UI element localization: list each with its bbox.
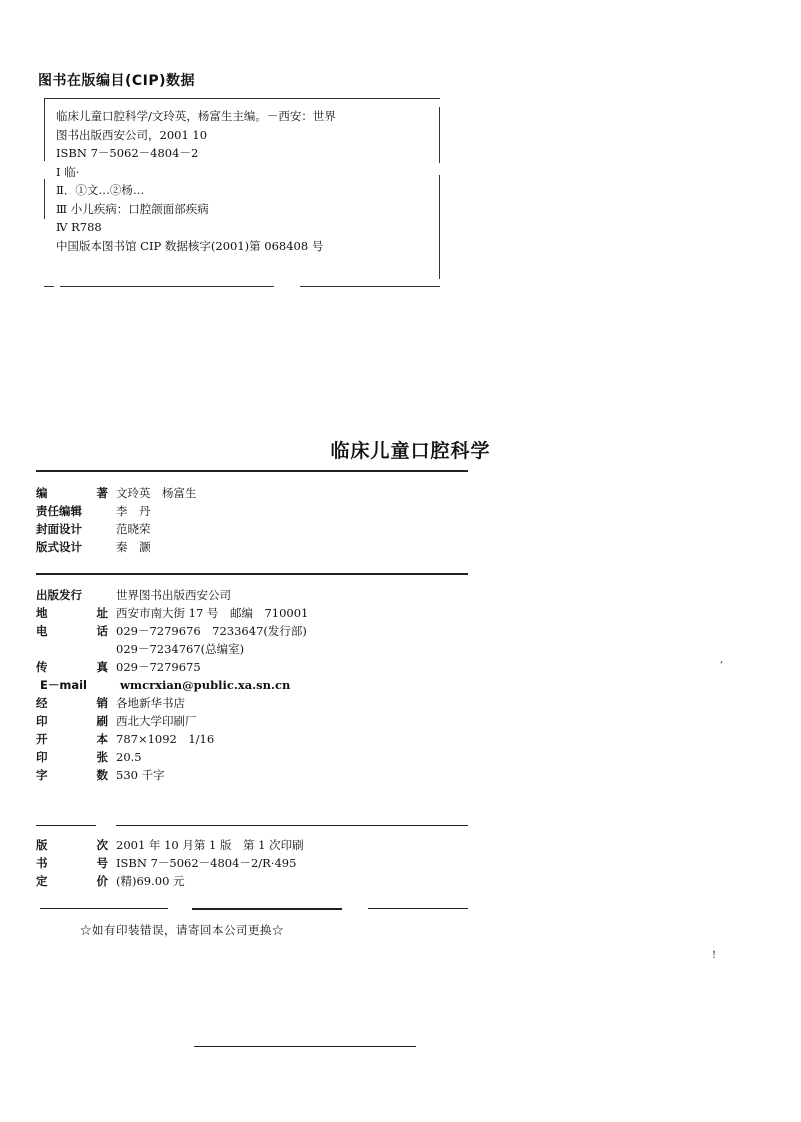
credit-row-fax: 传 真 029－7279675: [36, 660, 201, 674]
section-rule: [192, 908, 342, 910]
credit-row-cover-design: 封面设计 范晓荣: [36, 522, 151, 536]
credit-row-editor: 责任编辑 李 丹: [36, 504, 151, 518]
box-border: [44, 179, 45, 219]
cip-line-subject-4: Ⅳ R788: [56, 220, 102, 234]
cip-line-isbn: ISBN 7－5062－4804－2: [56, 146, 199, 160]
credit-row-sheets: 印 张 20.5: [36, 750, 142, 764]
box-border: [44, 286, 54, 287]
box-border: [439, 107, 440, 163]
credit-row-edition: 版 次 2001 年 10 月第 1 版 第 1 次印刷: [36, 838, 304, 852]
box-border: [439, 175, 440, 279]
credits-staff: [36, 484, 197, 556]
section-rule: [36, 573, 468, 575]
cip-heading: 图书在版编目(CIP)数据: [38, 73, 196, 89]
credit-row-distributor: 经 销 各地新华书店: [36, 696, 185, 710]
scan-speck: !: [712, 950, 717, 961]
section-rule: [40, 908, 168, 909]
credits-publish: [36, 586, 308, 784]
section-rule: [116, 825, 468, 826]
scan-speck: ,: [720, 654, 724, 665]
cip-line-subject-2: Ⅱ．①文…②杨…: [56, 183, 145, 197]
box-border: [300, 286, 440, 287]
bottom-rule: [194, 1046, 416, 1047]
credit-row-word-count: 字 数 530 千字: [36, 768, 165, 782]
cip-data-box: [44, 98, 440, 287]
cip-line-publisher: 图书出版西安公司，2001 10: [56, 127, 208, 142]
credit-row-phone-2: 029－7234767(总编室): [116, 642, 245, 656]
section-rule: [36, 825, 96, 826]
credit-row-printer: 印 刷 西北大学印刷厂: [36, 714, 197, 728]
book-title: 临床儿童口腔科学: [330, 440, 491, 462]
credit-row-phone: 电 话 029－7279676 7233647(发行部): [36, 624, 307, 638]
title-rule: [36, 470, 468, 472]
credit-row-email: E－mail wmcrxian@public.xa.sn.cn: [40, 678, 291, 692]
cip-line-subject-1: Ⅰ 临·: [56, 164, 80, 179]
credit-row-isbn: 书 号 ISBN 7－5062－4804－2/R·495: [36, 856, 297, 870]
credit-row-publisher: 出版发行 世界图书出版西安公司: [36, 588, 231, 602]
cip-line-record-number: 中国版本图书馆 CIP 数据核字(2001)第 068408 号: [56, 238, 324, 253]
credits-edition: [36, 836, 304, 890]
credit-row-price: 定 价 (精)69.00 元: [36, 874, 185, 888]
cip-line-subject-3: Ⅲ 小儿疾病：口腔颌面部疾病: [56, 201, 209, 216]
credit-row-address: 地 址 西安市南大街 17 号 邮编 710001: [36, 606, 309, 620]
cip-lines: [56, 107, 336, 255]
box-border: [44, 99, 45, 161]
misprint-notice: ☆如有印装错误，请寄回本公司更换☆: [80, 923, 284, 937]
credit-row-author: 编 著 文玲英 杨富生: [36, 486, 197, 500]
credit-row-format: 开 本 787×1092 1/16: [36, 732, 215, 746]
credit-row-layout-design: 版式设计 秦 灏: [36, 540, 151, 554]
section-rule: [368, 908, 468, 909]
cip-line-title: 临床儿童口腔科学/文玲英，杨富生主编。－西安：世界: [56, 109, 336, 123]
box-border: [60, 286, 274, 287]
